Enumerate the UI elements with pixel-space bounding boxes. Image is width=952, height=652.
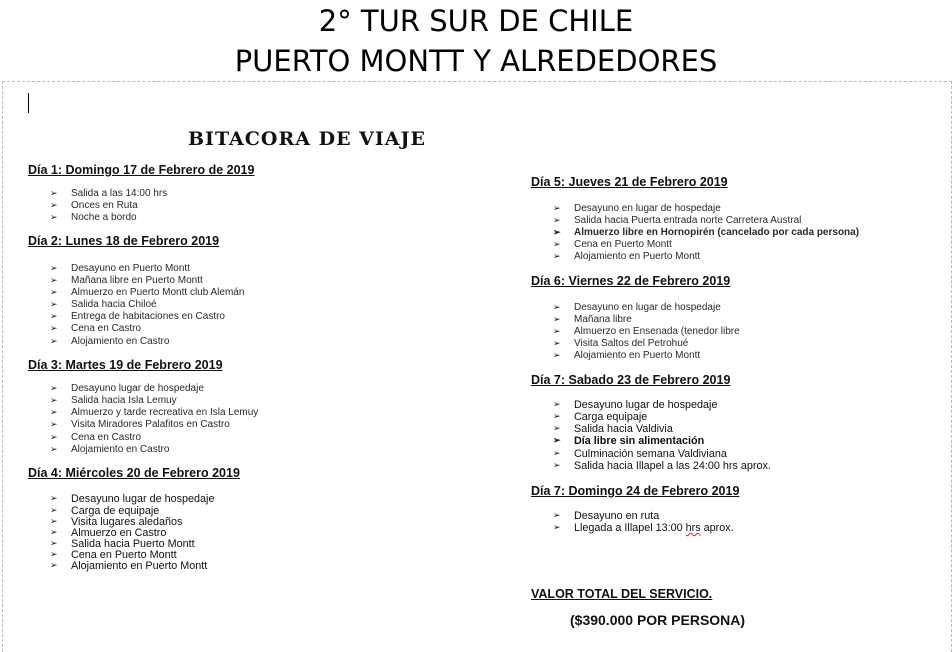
page-title-line-2: PUERTO MONTT Y ALREDEDORES [234, 44, 718, 78]
list-item: ➢ Culminación semana Valdiviana [553, 448, 727, 460]
arrow-bullet-icon: ➢ [50, 212, 58, 222]
arrow-bullet-icon: ➢ [50, 527, 58, 537]
list-item: ➢ Llegada a Illapel 13:00 hrs aprox. [553, 522, 734, 534]
day-heading: Día 7: Domingo 24 de Febrero 2019 [531, 484, 740, 498]
list-item: ➢ Cena en Puerto Montt [553, 239, 672, 250]
arrow-bullet-icon: ➢ [553, 399, 561, 409]
arrow-bullet-icon: ➢ [50, 493, 58, 503]
arrow-bullet-icon: ➢ [50, 275, 58, 285]
list-item: ➢ Alojamiento en Castro [50, 444, 170, 455]
arrow-bullet-icon: ➢ [50, 538, 58, 548]
list-item: ➢ Visita lugares aledaños [50, 516, 183, 528]
arrow-bullet-icon: ➢ [50, 407, 58, 417]
arrow-bullet-icon: ➢ [50, 444, 58, 454]
list-item: ➢ Entrega de habitaciones en Castro [50, 311, 225, 322]
arrow-bullet-icon: ➢ [50, 549, 58, 559]
list-item: ➢ Carga de equipaje [50, 505, 160, 517]
list-item: ➢ Cena en Puerto Montt [50, 549, 177, 561]
arrow-bullet-icon: ➢ [553, 314, 561, 324]
list-item: ➢ Almuerzo en Puerto Montt club Alemán [50, 287, 245, 298]
list-item: ➢ Visita Saltos del Petrohué [553, 338, 689, 349]
arrow-bullet-icon: ➢ [50, 336, 58, 346]
list-item: ➢ Salida hacia Valdivia [553, 423, 673, 435]
list-item: ➢ Desayuno en lugar de hospedaje [553, 302, 721, 313]
arrow-bullet-icon: ➢ [553, 302, 561, 312]
list-item: ➢ Alojamiento en Puerto Montt [553, 251, 701, 262]
arrow-bullet-icon: ➢ [50, 505, 58, 515]
arrow-bullet-icon: ➢ [553, 522, 561, 532]
arrow-bullet-icon: ➢ [553, 227, 561, 237]
day-heading: Día 5: Jueves 21 de Febrero 2019 [531, 175, 728, 189]
list-item: ➢ Salida hacia Puerta entrada norte Carretera Austral [553, 215, 802, 226]
list-item: ➢ Almuerzo en Ensenada (tenedor libre [553, 326, 740, 337]
list-item: ➢ Cena en Castro [50, 323, 142, 334]
list-item: ➢ Alojamiento en Puerto Montt [553, 350, 701, 361]
day-heading: Día 6: Viernes 22 de Febrero 2019 [531, 274, 731, 288]
arrow-bullet-icon: ➢ [553, 350, 561, 360]
day-heading: Día 4: Miércoles 20 de Febrero 2019 [28, 466, 240, 480]
day-heading: Día 3: Martes 19 de Febrero 2019 [28, 358, 223, 372]
arrow-bullet-icon: ➢ [553, 435, 561, 445]
list-item: ➢ Alojamiento en Puerto Montt [50, 560, 208, 572]
arrow-bullet-icon: ➢ [553, 423, 561, 433]
total-value-label: VALOR TOTAL DEL SERVICIO. [531, 587, 713, 601]
arrow-bullet-icon: ➢ [50, 200, 58, 210]
arrow-bullet-icon: ➢ [553, 510, 561, 520]
arrow-bullet-icon: ➢ [50, 299, 58, 309]
list-item: ➢ Salida hacia Illapel a las 24:00 hrs aprox. [553, 460, 771, 472]
arrow-bullet-icon: ➢ [50, 432, 58, 442]
list-item: ➢ Desayuno lugar de hospedaje [553, 399, 718, 411]
list-item: ➢ Desayuno en ruta [553, 510, 660, 522]
arrow-bullet-icon: ➢ [553, 460, 561, 470]
list-item: ➢ Día libre sin alimentación [553, 435, 705, 447]
arrow-bullet-icon: ➢ [50, 419, 58, 429]
arrow-bullet-icon: ➢ [50, 560, 58, 570]
list-item: ➢ Desayuno lugar de hospedaje [50, 493, 215, 505]
document-heading: BITACORA DE VIAJE [188, 128, 427, 150]
arrow-bullet-icon: ➢ [553, 215, 561, 225]
list-item: ➢ Almuerzo libre en Hornopirén (cancelado por cada persona) [553, 227, 860, 238]
list-item: ➢ Mañana libre [553, 314, 632, 325]
list-item: ➢ Almuerzo en Castro [50, 527, 167, 539]
day-heading: Día 2: Lunes 18 de Febrero 2019 [28, 234, 220, 248]
list-item: ➢ Salida hacia Isla Lemuy [50, 395, 177, 406]
text-cursor [28, 93, 29, 113]
list-item: ➢ Visita Miradores Palafitos en Castro [50, 419, 230, 430]
list-item: ➢ Carga equipaje [553, 411, 648, 423]
list-item: ➢ Onces en Ruta [50, 200, 138, 211]
page-title-line-1: 2° TUR SUR DE CHILE [318, 4, 634, 38]
list-item: ➢ Desayuno en Puerto Montt [50, 263, 190, 274]
arrow-bullet-icon: ➢ [553, 448, 561, 458]
spellcheck-word: hrs [685, 522, 701, 534]
arrow-bullet-icon: ➢ [553, 239, 561, 249]
arrow-bullet-icon: ➢ [553, 326, 561, 336]
list-item: ➢ Noche a bordo [50, 212, 137, 223]
list-item: ➢ Mañana libre en Puerto Montt [50, 275, 203, 286]
list-item: ➢ Salida hacia Puerto Montt [50, 538, 195, 550]
arrow-bullet-icon: ➢ [50, 287, 58, 297]
arrow-bullet-icon: ➢ [50, 311, 58, 321]
list-item: ➢ Salida a las 14:00 hrs [50, 188, 168, 199]
arrow-bullet-icon: ➢ [50, 188, 58, 198]
list-item: ➢ Alojamiento en Castro [50, 336, 170, 347]
arrow-bullet-icon: ➢ [553, 411, 561, 421]
arrow-bullet-icon: ➢ [50, 395, 58, 405]
arrow-bullet-icon: ➢ [50, 263, 58, 273]
total-value-price: ($390.000 POR PERSONA) [570, 612, 746, 628]
day-heading: Día 7: Sabado 23 de Febrero 2019 [531, 373, 731, 387]
arrow-bullet-icon: ➢ [553, 251, 561, 261]
arrow-bullet-icon: ➢ [50, 383, 58, 393]
arrow-bullet-icon: ➢ [50, 516, 58, 526]
list-item: ➢ Desayuno en lugar de hospedaje [553, 203, 721, 214]
day-heading: Día 1: Domingo 17 de Febrero de 2019 [28, 163, 255, 177]
list-item: ➢ Almuerzo y tarde recreativa en Isla Lemuy [50, 407, 259, 418]
list-item: ➢ Salida hacia Chiloé [50, 299, 157, 310]
arrow-bullet-icon: ➢ [50, 323, 58, 333]
list-item: ➢ Desayuno lugar de hospedaje [50, 383, 204, 394]
list-item: ➢ Cena en Castro [50, 432, 142, 443]
arrow-bullet-icon: ➢ [553, 203, 561, 213]
arrow-bullet-icon: ➢ [553, 338, 561, 348]
